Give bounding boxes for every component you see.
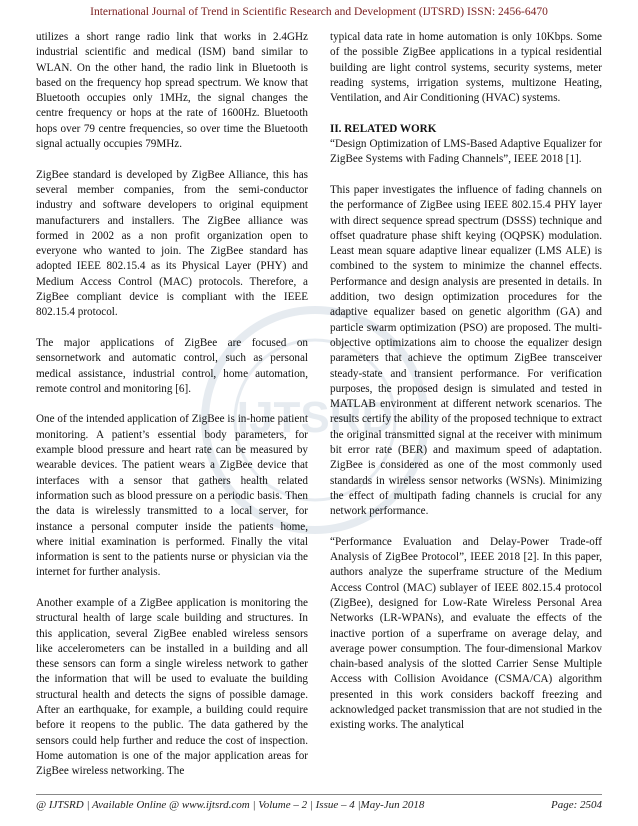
journal-header: International Journal of Trend in Scientific Research and Development (IJTSRD) ISSN: 2456-6470: [90, 6, 548, 18]
paragraph: ZigBee standard is developed by ZigBee Alliance, this has several member companies, from the semi-conductor industry and software developers to original equipment manufacturers and installers. The ZigBee alliance was formed in 2002 as a non profit organization open to everyone who wanted to join. The ZigBee standard has adopted IEEE 802.15.4 as its Physical Layer (PHY) and Medium Access Control (MAC) protocols. Therefore, a ZigBee compliant device is compliant with the IEEE 802.15.4 protocol.: [36, 168, 308, 319]
paragraph: typical data rate in home automation is only 10Kbps. Some of the possible ZigBee applications in a typical residential building are light control systems, security systems, meter reading systems, irrigation systems, multizone Heating, Ventilation, and Air Conditioning (HVAC) systems.: [330, 31, 602, 105]
page-number: Page: 2504: [550, 799, 602, 811]
paragraph: One of the intended application of ZigBee is in-home patient monitoring. A patient’s essential body parameters, for example blood pressure and heart rate can be measured by wearable devices. The patient wears a ZigBee device that interfaces with a sensor that gathers health related information such as blood pressure on a periodic basis. Then the data is wirelessly transmitted to a local server, for instance a personal computer inside the patients home, where initial examination is performed. Finally the vital information is sent to the patients nurse or physician via the internet for further analysis.: [36, 413, 308, 579]
footer-info: @ IJTSRD | Available Online @ www.ijtsrd.com | Volume – 2 | Issue – 4 |May-Jun 2018: [36, 799, 425, 811]
left-column: [36, 30, 308, 780]
paragraph: The major applications of ZigBee are focused on sensornetwork and automatic control, such as personal medical assistance, industrial control, home automation, remote control and monitoring [6].: [36, 336, 308, 395]
right-column: [330, 30, 602, 734]
paragraph: “Performance Evaluation and Delay-Power Trade-off Analysis of ZigBee Protocol”, IEEE 2018 [2]. In this paper, authors analyze the superframe structure of the Medium Access Control (MAC) sublayer of IEEE 802.15.4 protocol (ZigBee), designed for Low-Rate Wireless Personal Area Networks (LR-WPANs), and evaluate the effects of the inactive portion of a superframe on average delay, and average power consumption. The four-dimensional Markov chain-based analysis of the slotted Carrier Sense Multiple Access with Collision Avoidance (CSMA/CA) algorithm presented in this work considers backoff freezing and acknowledged packet transmission that are not studied in the existing works. The analytical: [330, 535, 602, 732]
paragraph: utilizes a short range radio link that works in 2.4GHz industrial scientific and medical (ISM) band similar to WLAN. On the other hand, the radio link in Bluetooth is based on the frequency hop spread spectrum. We know that Bluetooth occupies only 1MHz, the signal changes the centre frequency or hops at the rate of 1600Hz. Bluetooth hops over 79 centre frequencies, so over time the Bluetooth signal actually occupies 79MHz.: [36, 31, 308, 151]
reference-title: “Design Optimization of LMS-Based Adaptive Equalizer for ZigBee Systems with Fading Channels”, IEEE 2018 [1].: [330, 138, 602, 166]
section-heading: II. RELATED WORK: [330, 122, 437, 135]
page-footer: [36, 799, 602, 811]
paragraph: This paper investigates the influence of fading channels on the performance of ZigBee using IEEE 802.15.4 PHY layer with direct sequence spread spectrum (DSSS) technique and offset quadrature phase shift keying (OQPSK) modulation. Least mean square adaptive linear equalizer (LMS ALE) is combined to the system to minimize the channel effects. Performance and design analysis are presented in details. In addition, two design optimization procedures for the adaptive equalizer based on genetic algorithm (GA) and particle swarm optimization (PSO) are proposed. The multi-objective optimizations aim to choose the equalizer design parameters that achieve the optimum ZigBee transceiver steady-state and transient performance. For verification purposes, the proposed design is simulated and tested in MATLAB environment at different network scenarios. The results certify the ability of the proposed technique to extract the original transmitted signal at the receiver with minimum bit error rate (BER) and maximum speed of adaptation. ZigBee is considered as one of the most commonly used standards in wireless sensor networks (WSNs). Minimizing the effect of multipath fading channels is crucial for any network performance.: [330, 183, 602, 518]
watermark-text: IJTSRD: [236, 393, 394, 442]
paragraph: Another example of a ZigBee application is monitoring the structural health of large scale building and structures. In this application, several ZigBee enabled wireless sensors like accelerometers can be installed in a building and all these sensors can form a single wireless network to gather the information that will be used to evaluate the building structural health and detects the signs of possible damage. After an earthquake, for example, a building could require before it reopens to the public. The data gathered by the sensors could help further and reduce the cost of inspection. Home automation is one of the major application areas for ZigBee wireless networking. The: [36, 596, 308, 778]
footer-divider: [36, 794, 602, 795]
